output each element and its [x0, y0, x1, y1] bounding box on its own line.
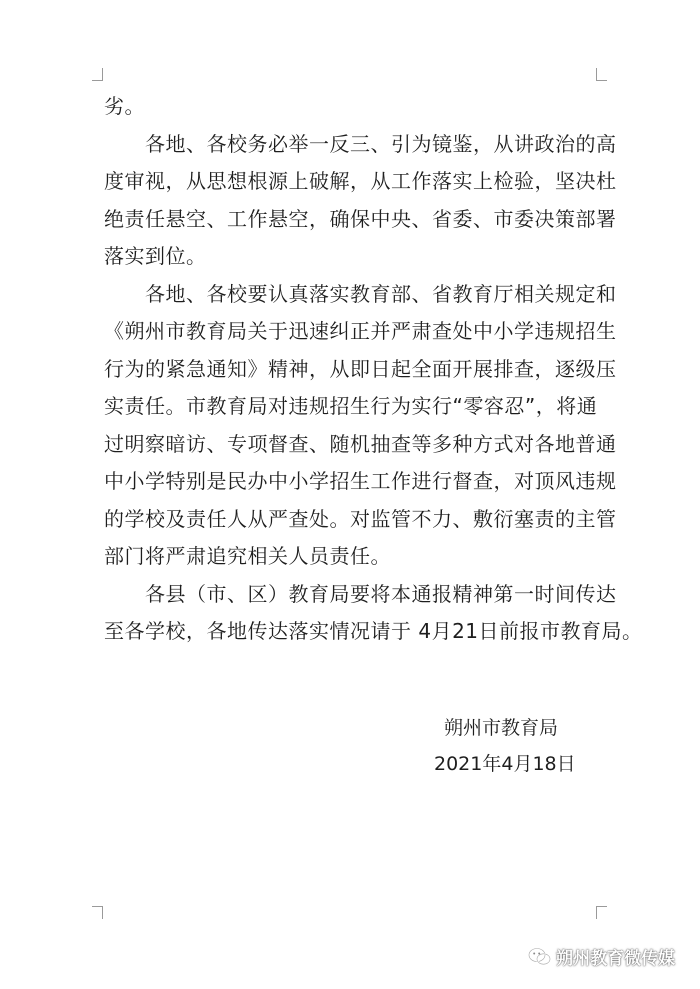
body-line: 各地、各校要认真落实教育部、省教育厅相关规定和: [104, 281, 617, 306]
watermark: [528, 944, 675, 969]
body-line: 绝责任悬空、工作悬空，确保中央、省委、市委决策部署: [104, 206, 617, 231]
corner-mark-top-left: [92, 68, 103, 81]
document-body: [104, 88, 643, 651]
wechat-icon: [528, 947, 552, 967]
body-line: 度审视，从思想根源上破解，从工作落实上检验，坚决杜: [104, 169, 617, 193]
corner-mark-bottom-left: [92, 906, 103, 919]
watermark-text: 朔州教育微传媒: [556, 949, 675, 969]
body-line: 的学校及责任人从严查处。对监管不力、敷衍塞责的主管: [104, 506, 617, 531]
corner-mark-bottom-right: [596, 906, 607, 919]
body-line: 劣。: [104, 94, 145, 118]
body-line: 至各学校，各地传达落实情况请于 4月21日前报市教育局。: [104, 619, 643, 643]
body-line: 行为的紧急通知》精神，从即日起全面开展排查，逐级压: [104, 356, 617, 381]
body-line: 部门将严肃追究相关人员责任。: [104, 544, 391, 568]
corner-mark-top-right: [596, 68, 607, 81]
body-line: 《朔州市教育局关于迅速纠正并严肃查处中小学违规招生: [104, 319, 617, 343]
issue-date: 2021年4月18日: [434, 753, 576, 775]
body-line: 实责任。市教育局对违规招生行为实行“零容忍”，将通: [104, 394, 598, 418]
body-line: 各地、各校务必举一反三、引为镜鉴，从讲政治的高: [104, 131, 617, 156]
body-line: 过明察暗访、专项督查、随机抽查等多种方式对各地普通: [104, 431, 617, 456]
body-line: 各县（市、区）教育局要将本通报精神第一时间传达: [104, 581, 617, 606]
issuer-signature: 朔州市教育局: [444, 717, 559, 739]
body-line: 落实到位。: [104, 244, 207, 268]
body-line: 中小学特别是民办中小学招生工作进行督查，对顶风违规: [104, 469, 617, 493]
